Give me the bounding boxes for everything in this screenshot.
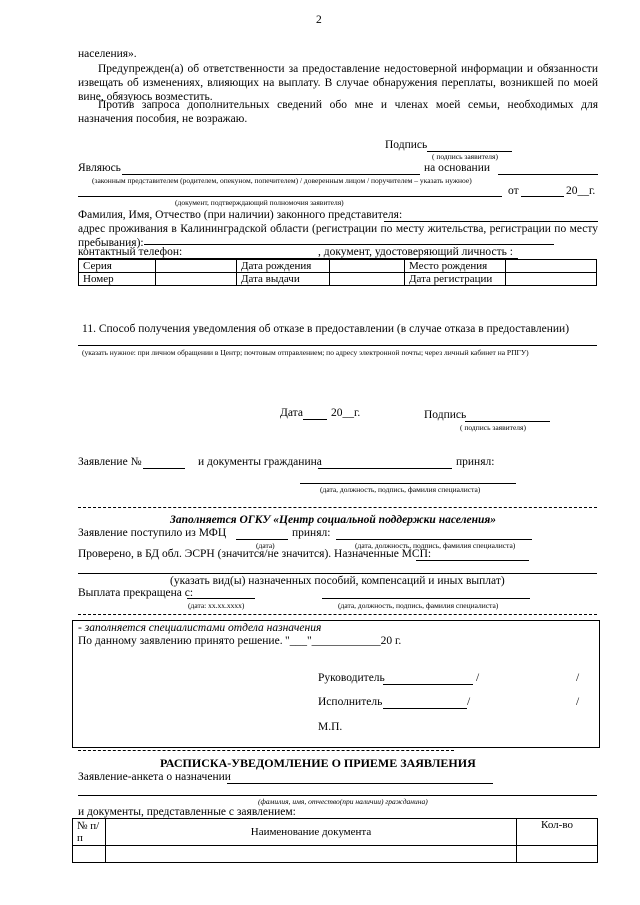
receipt-col-qty: Кол-во (517, 819, 598, 846)
rep-name-label: Фамилия, Имя, Отчество (при наличии) законного представителя: (78, 209, 403, 221)
signature2-label: Подпись (424, 409, 467, 421)
receipt-app-label: Заявление-анкета о назначении (78, 771, 231, 783)
id-cell-birthplace-value[interactable] (506, 260, 597, 273)
head-line[interactable] (383, 684, 473, 685)
head-label: Руководитель (318, 672, 385, 684)
id-cell-birthplace-label: Место рождения (405, 260, 506, 273)
page-number: 2 (316, 14, 322, 26)
signature-hint: ( подпись заявителя) (432, 152, 498, 161)
date-line[interactable] (303, 419, 327, 420)
decision-date: "___"____________20 г. (285, 635, 402, 647)
head-slash: / (476, 672, 480, 684)
section-11-hint: (указать нужное: при личном обращении в Центр; почтовым отправлением; по адресу электронной почты; через личный кабинет на РПГУ) (82, 348, 529, 357)
date-format-hint: (дата: хх.хх.хххх) (188, 601, 245, 610)
para-responsibility-text: Предупрежден(а) об ответственности за предоставление недостоверной информации и обязанности извещать об изменениях, влияющих на выплату. В случае обнаружения переплаты, возникшей по моей вине, обязуюсь возместить. (78, 63, 598, 103)
head-slash-end: / (576, 672, 580, 684)
rep-hint: (законным представителем (родителем, опекуном, попечителем) / доверенным лицом / поручителем – указать нужное) (92, 176, 472, 185)
receipt-cell-no[interactable] (73, 846, 106, 863)
payment-stopped-line[interactable] (187, 598, 255, 599)
receipt-app-line[interactable] (227, 783, 493, 784)
checked-line[interactable] (416, 560, 529, 561)
checked-label: Проверено, в БД обл. ЭСРН (значится/не значится). Назначенные МСП: (78, 548, 432, 560)
id-cell-series-value[interactable] (156, 260, 237, 273)
divider-3 (78, 750, 454, 751)
mp-label: М.П. (318, 721, 343, 733)
executor-slash-end: / (576, 696, 580, 708)
signature2-line[interactable] (465, 421, 550, 422)
receipt-table-row (73, 846, 598, 863)
receipt-table (72, 818, 598, 863)
on-basis-line[interactable] (498, 174, 598, 175)
para-no-objection (78, 98, 598, 126)
receipt-fio-hint: (фамилия, имя, отчество(при наличии) гражданина) (258, 797, 428, 806)
signature2-hint: ( подпись заявителя) (460, 423, 526, 432)
receipt-cell-qty[interactable] (517, 846, 598, 863)
id-cell-registration-label: Дата регистрации (405, 273, 506, 286)
para1-tail: населения». (78, 48, 137, 60)
receipt-title: РАСПИСКА-УВЕДОМЛЕНИЕ О ПРИЕМЕ ЗАЯВЛЕНИЯ (160, 756, 476, 770)
mfc-label: Заявление поступило из МФЦ (78, 527, 227, 539)
from-label: от (508, 185, 519, 197)
spec-hint-2: (дата, должность, подпись, фамилия специалиста) (355, 541, 516, 550)
id-table-row (79, 273, 597, 286)
id-cell-issue-value[interactable] (330, 273, 405, 286)
id-cell-issue-label: Дата выдачи (237, 273, 330, 286)
para-no-objection-text: Против запроса дополнительных сведений обо мне и членах моей семьи, необходимых для назначения пособия, не возражаю. (78, 99, 598, 125)
decision-label: По данному заявлению принято решение. (78, 635, 283, 647)
application-no-line[interactable] (143, 468, 185, 469)
id-cell-birthdate-value[interactable] (330, 260, 405, 273)
id-cell-series-label: Серия (79, 260, 156, 273)
mfc-accepted-line[interactable] (336, 539, 532, 540)
receipt-docs-label: и документы, представленные с заявлением: (78, 806, 296, 818)
ogku-title: Заполняется ОГКУ «Центр социальной поддержки населения» (170, 514, 497, 526)
being-line[interactable] (122, 174, 420, 175)
executor-slash: / (467, 696, 471, 708)
id-doc-label: , документ, удостоверяющий личность : (318, 246, 513, 258)
payment-stopped-label: Выплата прекращена с: (78, 587, 194, 599)
benefits-line[interactable] (78, 573, 597, 574)
from-line[interactable] (521, 196, 564, 197)
receipt-col-name: Наименование документа (106, 819, 517, 846)
docs-of-citizen-line[interactable] (318, 468, 452, 469)
executor-label: Исполнитель (318, 696, 383, 708)
docs-of-citizen-label: и документы гражданина (198, 456, 322, 468)
section-11-line[interactable] (78, 345, 597, 346)
divider-1 (78, 507, 597, 508)
year-label: 20__г. (566, 185, 596, 197)
accepted-label: принял: (456, 456, 495, 468)
receipt-col-no: № п/п (73, 819, 106, 846)
mfc-date-line[interactable] (236, 539, 288, 540)
id-cell-number-value[interactable] (156, 273, 237, 286)
doc-hint: (документ, подтверждающий полномочия заявителя) (175, 198, 344, 207)
on-basis-label: на основании (424, 162, 491, 174)
receipt-fio-line[interactable] (78, 795, 597, 796)
spec-hint: (дата, должность, подпись, фамилия специалиста) (320, 485, 481, 494)
spec-hint-3: (дата, должность, подпись, фамилия специалиста) (338, 601, 499, 610)
phone-label: контактный телефон: (78, 246, 183, 258)
id-table (78, 259, 597, 286)
application-no-label: Заявление № (78, 456, 142, 468)
payment-spec-line[interactable] (322, 598, 530, 599)
doc-line[interactable] (78, 196, 502, 197)
mfc-accepted-label: принял: (292, 527, 331, 539)
section-11-title: 11. Способ получения уведомления об отказе в предоставлении (в случае отказа в предоставлении) (82, 323, 570, 335)
dept-title: - заполняется специалистами отдела назначения (78, 622, 322, 634)
date-hint: (дата) (256, 541, 275, 550)
address-label: адрес проживания в Калининградской области (регистрации по месту жительства, регистрации по месту пребывания): (78, 223, 598, 249)
id-cell-birthdate-label: Дата рождения (237, 260, 330, 273)
date-label: Дата (280, 407, 303, 419)
receipt-table-header (73, 819, 598, 846)
divider-2 (78, 614, 597, 615)
accepted-line[interactable] (300, 483, 516, 484)
address-line[interactable] (144, 244, 554, 245)
benefits-hint: (указать вид(ы) назначенных пособий, компенсаций и иных выплат) (170, 575, 505, 587)
date-year: 20__г. (331, 407, 361, 419)
id-cell-number-label: Номер (79, 273, 156, 286)
being-label: Являюсь (78, 162, 121, 174)
id-table-row (79, 260, 597, 273)
receipt-cell-name[interactable] (106, 846, 517, 863)
signature-label: Подпись (385, 139, 428, 151)
executor-line[interactable] (383, 708, 467, 709)
id-cell-registration-value[interactable] (506, 273, 597, 286)
